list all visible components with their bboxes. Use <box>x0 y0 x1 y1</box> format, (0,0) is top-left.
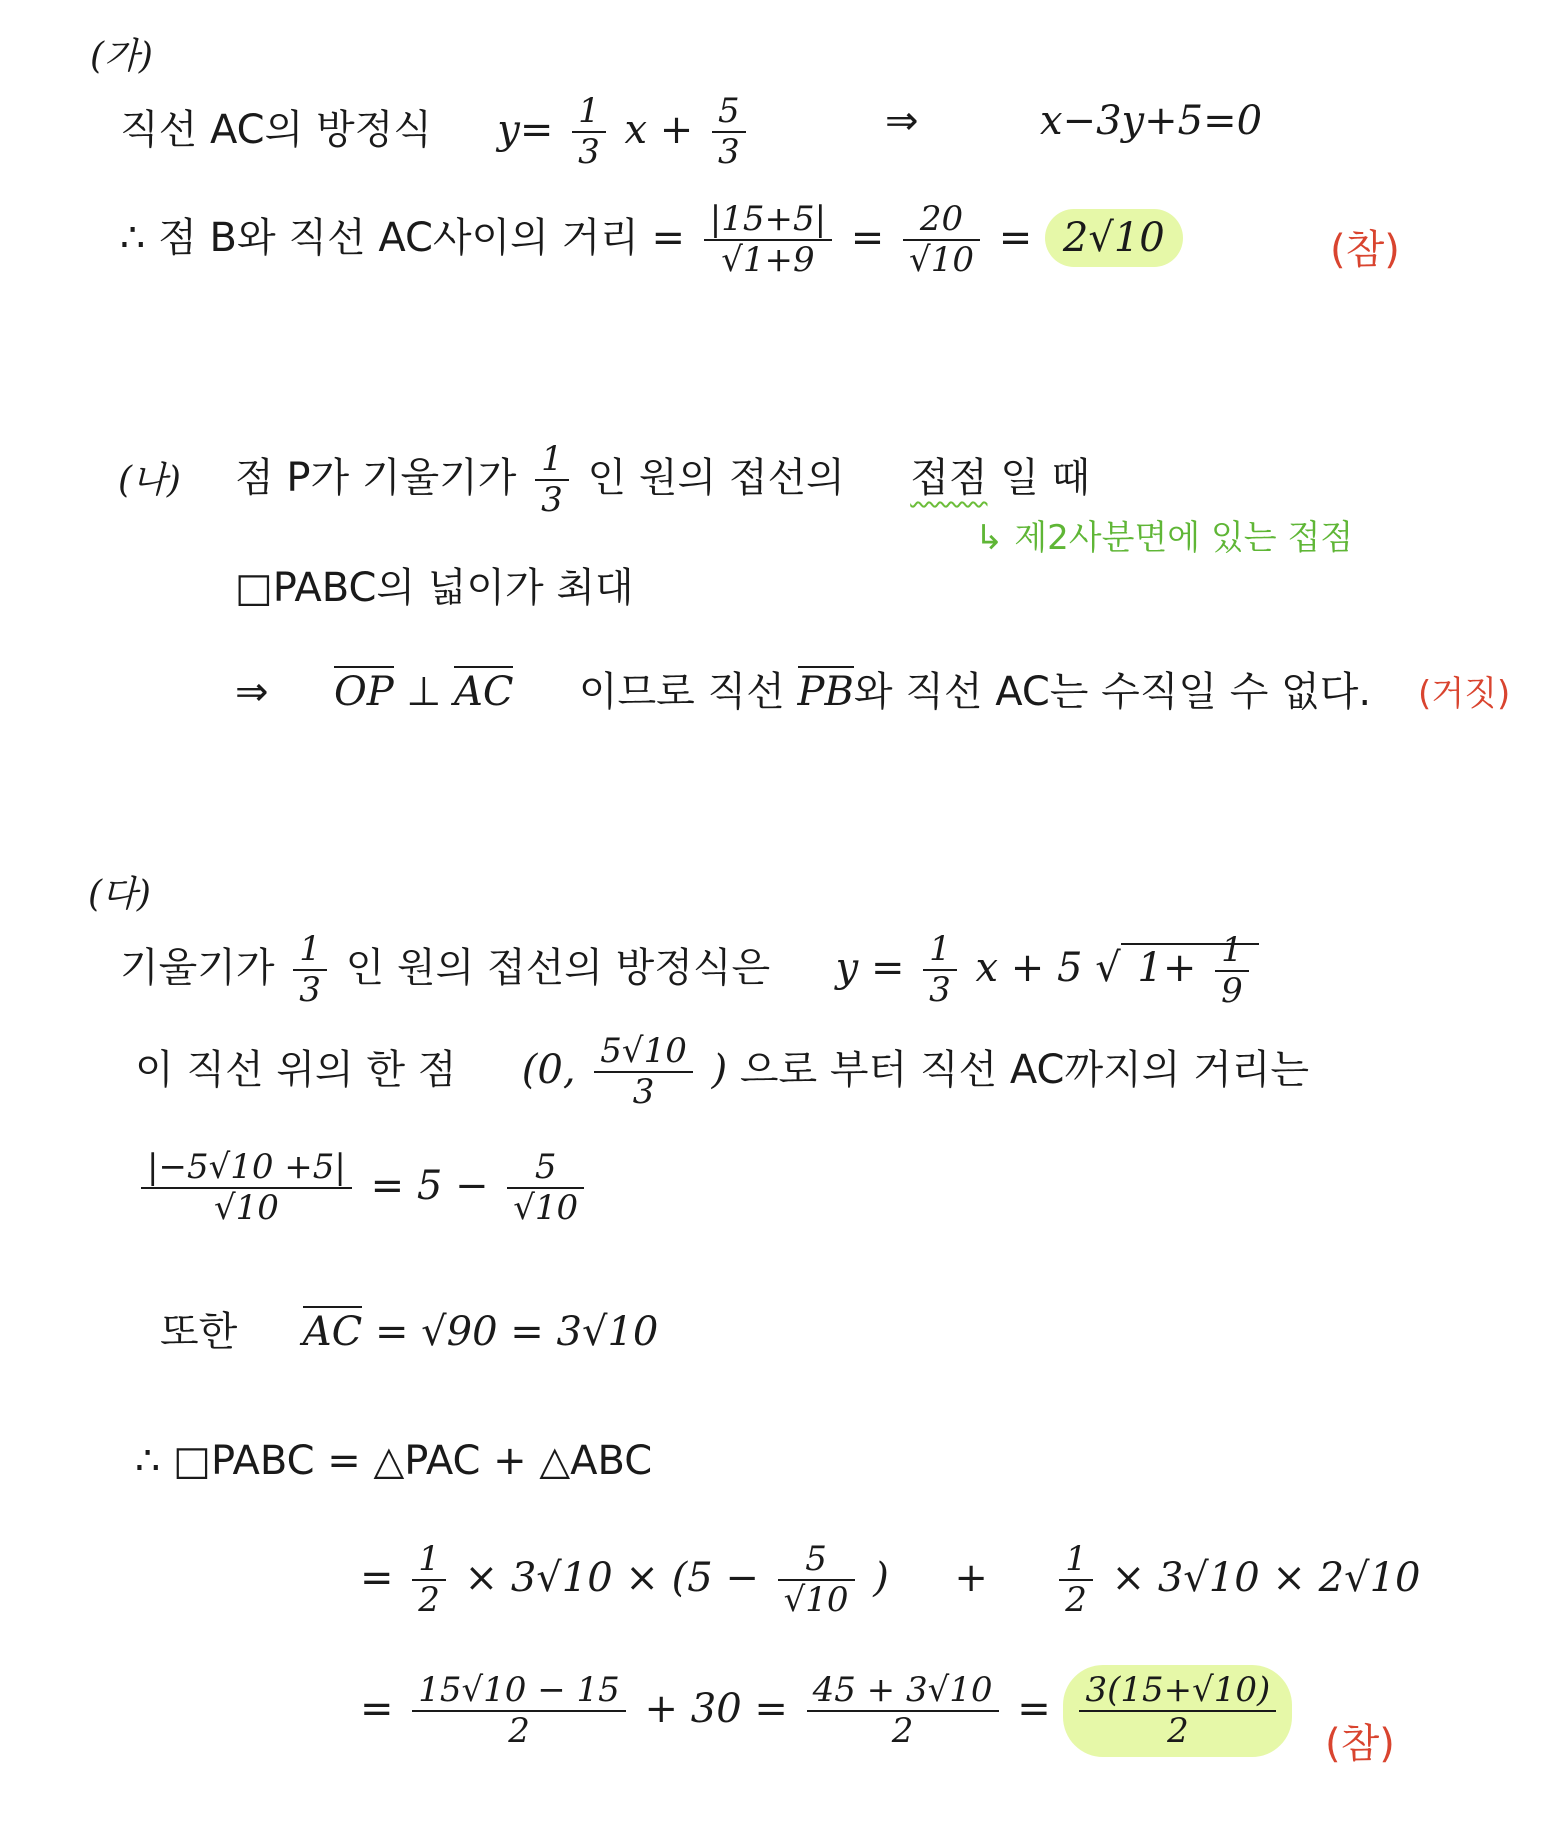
da-line1-frac2: $\frac{1}{3}$ <box>923 930 957 1010</box>
da-line1-text: 기울기가 <box>120 945 275 992</box>
da-line4-text: 또한 <box>160 1309 238 1355</box>
ga-line2 <box>120 200 1183 280</box>
da-point-open: (0, <box>521 1047 576 1094</box>
da-line4-ac: AC <box>303 1306 363 1355</box>
na-line3 <box>235 660 1371 717</box>
da-line3-rhs: 5 − <box>416 1163 489 1210</box>
da-verdict: (참) <box>1325 1721 1395 1767</box>
ga-line2-text: 점 B와 직선 AC사이의 거리 = <box>158 215 686 262</box>
ga-line2-frac1: $\frac{|15+5|}{√1+9}$ <box>704 200 832 280</box>
da-line7-eq: = <box>360 1686 394 1733</box>
na-line1-pre: 점 P가 기울기가 <box>235 455 517 502</box>
na-contact-point: 접점 <box>910 455 988 502</box>
ga-answer-highlight: 2√10 <box>1045 209 1183 267</box>
part-ga-label: (가) <box>90 36 153 77</box>
da-line1-frac: $\frac{1}{3}$ <box>293 930 327 1010</box>
ga-line2-frac2: $\frac{20}{√10}$ <box>903 200 980 280</box>
na-line1-tail: 일 때 <box>1000 455 1091 502</box>
da-line6-end: × 3√10 × 2√10 <box>1111 1555 1421 1602</box>
na-op: OP <box>334 666 394 715</box>
da-line2-text2: 으로 부터 직선 AC까지의 거리는 <box>739 1047 1310 1094</box>
da-line6-frac3: $\frac{1}{2}$ <box>1059 1540 1093 1620</box>
da-line3-frac1: $\frac{|-5√10 +5|}{√10}$ <box>141 1148 352 1228</box>
ga-line1 <box>120 92 752 172</box>
da-line7-frac2: $\frac{45 + 3√10}{2}$ <box>807 1671 999 1751</box>
da-line4-eq: = √90 = 3√10 <box>374 1309 659 1355</box>
da-line6-frac1: $\frac{1}{2}$ <box>412 1540 446 1620</box>
da-line6-close: ) <box>873 1555 889 1602</box>
ga-line1-xplus: x + <box>624 107 694 154</box>
na-pb: PB <box>798 666 854 715</box>
ga-line1-result: x−3y+5=0 <box>1040 98 1263 144</box>
na-verdict: (거짓) <box>1418 674 1511 714</box>
da-line3-frac2: $\frac{5}{√10}$ <box>507 1148 584 1228</box>
da-point-close: ) <box>711 1047 728 1094</box>
na-end: 와 직선 AC는 수직일 수 없다. <box>853 669 1372 715</box>
da-line4 <box>160 1300 658 1357</box>
na-ac: AC <box>454 666 514 715</box>
ga-line1-yeq: y= <box>497 107 554 154</box>
da-line6-frac2: $\frac{5}{√10}$ <box>778 1540 855 1620</box>
da-answer-highlight: $\frac{3(15+√10)}{2}$ <box>1063 1665 1292 1757</box>
da-line3-eq: = <box>370 1163 405 1210</box>
ga-line1-frac1: $\frac{1}{3}$ <box>572 92 606 172</box>
na-mid: 이므로 직선 <box>578 669 785 715</box>
na-perp: ⊥ <box>406 669 442 715</box>
da-xplus: x + 5 <box>975 945 1083 992</box>
ga-line1-text: 직선 AC의 방정식 <box>120 107 432 154</box>
da-yeq: y = <box>835 945 905 992</box>
na-line1-post: 인 원의 접선의 <box>587 455 845 502</box>
ga-eq1: = <box>850 215 885 262</box>
da-line7-eq2: = <box>1017 1686 1051 1733</box>
da-line7-frac1: $\frac{15√10 - 15}{2}$ <box>412 1671 626 1751</box>
da-line1: 기울기가 $\frac{1}{3}$ 인 원의 접선의 방정식은 y = $\frac{1}{3}$ x + 5 √ 1+ $\frac{1}{9}$ <box>120 930 1259 1011</box>
ga-eq2: = <box>998 215 1033 262</box>
na-arrow: ⇒ <box>235 669 269 715</box>
part-da-label: (다) <box>88 874 151 915</box>
da-line6-eq: = <box>360 1555 394 1602</box>
da-line7-plus: + 30 = <box>644 1686 788 1733</box>
da-line6-mid: × 3√10 × (5 − <box>464 1555 759 1602</box>
da-radicand: 1+ $\frac{1}{9}$ <box>1121 943 1259 991</box>
da-line2-text: 이 직선 위의 한 점 <box>135 1047 457 1094</box>
da-line1-text2: 인 원의 접선의 방정식은 <box>345 945 771 992</box>
ga-verdict: (참) <box>1330 227 1400 273</box>
ga-line1-arrow: ⇒ <box>885 98 919 144</box>
da-line5: ∴ □PABC = △PAC + △ABC <box>135 1438 653 1484</box>
da-line2-frac: $\frac{5√10}{3}$ <box>594 1032 693 1112</box>
na-line1 <box>235 440 1090 520</box>
ga-line1-frac2: $\frac{5}{3}$ <box>712 92 746 172</box>
da-line2 <box>135 1032 1309 1112</box>
da-line7 <box>360 1665 1292 1757</box>
part-na-label: (나) <box>118 460 181 501</box>
na-line2: □PABC의 넓이가 최대 <box>235 565 634 611</box>
da-line6 <box>360 1540 1420 1620</box>
da-line6-plus: + <box>954 1555 988 1602</box>
na-line1-frac: $\frac{1}{3}$ <box>535 440 569 520</box>
na-green-note: ↳ 제2사분면에 있는 접점 <box>975 518 1354 558</box>
ga-therefore: ∴ <box>120 215 146 262</box>
da-line3 <box>135 1148 590 1228</box>
